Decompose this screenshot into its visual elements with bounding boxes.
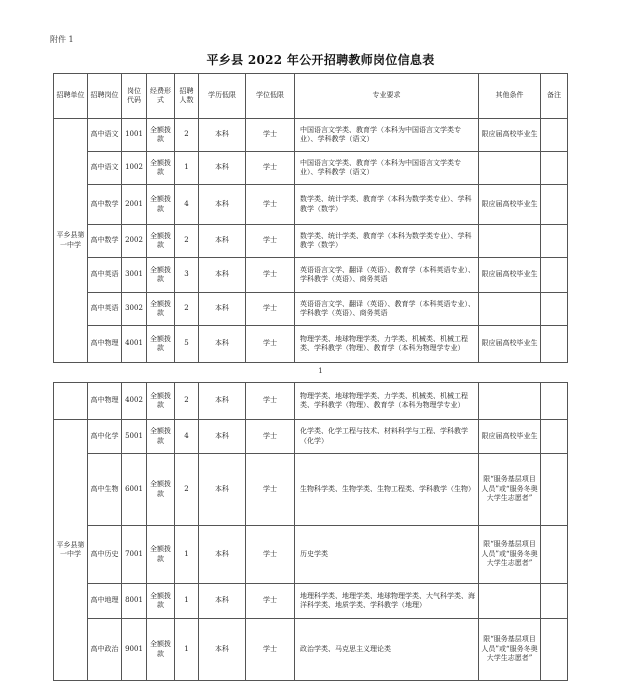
table-row xyxy=(54,326,568,363)
table-row xyxy=(54,258,568,293)
cell-code: 5001 xyxy=(122,420,147,454)
cell-count: 3 xyxy=(175,258,199,293)
cell-edu: 本科 xyxy=(199,152,246,185)
cell-code: 6001 xyxy=(122,454,147,526)
table-row xyxy=(54,119,568,152)
cell-other: 限应届高校毕业生 xyxy=(479,185,541,225)
cell-degree: 学士 xyxy=(246,185,295,225)
cell-count: 4 xyxy=(175,420,199,454)
cell-degree: 学士 xyxy=(246,119,295,152)
header-major: 专业要求 xyxy=(295,74,479,119)
cell-other xyxy=(479,584,541,619)
header-funding: 经费形式 xyxy=(147,74,175,119)
cell-code: 1001 xyxy=(122,119,147,152)
page-number: 1 xyxy=(318,367,323,375)
cell-major: 中国语言文学类、教育学（本科为中国语言文学类专业）、学科教学（语文） xyxy=(295,152,479,185)
cell-remark xyxy=(541,584,568,619)
recruitment-table-page-1 xyxy=(53,73,568,363)
cell-degree: 学士 xyxy=(246,326,295,363)
cell-post: 高中地理 xyxy=(88,584,122,619)
cell-other xyxy=(479,152,541,185)
header-other: 其他条件 xyxy=(479,74,541,119)
cell-edu: 本科 xyxy=(199,420,246,454)
header-dept: 招聘单位 xyxy=(54,74,88,119)
header-code: 岗位代码 xyxy=(122,74,147,119)
cell-code: 3002 xyxy=(122,293,147,326)
cell-major: 英语语言文学、翻译（英语）、教育学（本科英语专业）、学科教学（英语）、商务英语 xyxy=(295,258,479,293)
cell-post: 高中数学 xyxy=(88,185,122,225)
cell-remark xyxy=(541,454,568,526)
cell-count: 4 xyxy=(175,185,199,225)
cell-code: 8001 xyxy=(122,584,147,619)
recruitment-table-page-2 xyxy=(53,382,568,681)
cell-major: 数学类、统计学类、教育学（本科为数学类专业）、学科教学（数学） xyxy=(295,225,479,258)
cell-major: 化学类、化学工程与技术、材料科学与工程、学科教学（化学） xyxy=(295,420,479,454)
cell-other: 限应届高校毕业生 xyxy=(479,326,541,363)
cell-dept: 平乡县第一中学 xyxy=(54,420,88,681)
cell-remark xyxy=(541,619,568,681)
cell-funding: 全额拨款 xyxy=(147,584,175,619)
cell-count: 2 xyxy=(175,293,199,326)
cell-degree: 学士 xyxy=(246,258,295,293)
cell-funding: 全额拨款 xyxy=(147,258,175,293)
cell-other xyxy=(479,225,541,258)
cell-major: 英语语言文学、翻译（英语）、教育学（本科英语专业）、学科教学（英语）、商务英语 xyxy=(295,293,479,326)
cell-funding: 全额拨款 xyxy=(147,119,175,152)
cell-remark xyxy=(541,383,568,420)
cell-degree: 学士 xyxy=(246,526,295,584)
cell-code: 3001 xyxy=(122,258,147,293)
cell-edu: 本科 xyxy=(199,258,246,293)
cell-funding: 全额拨款 xyxy=(147,293,175,326)
cell-other: 限“服务基层项目人员”或“服务冬奥大学生志愿者” xyxy=(479,454,541,526)
cell-post: 高中政治 xyxy=(88,619,122,681)
cell-major: 物理学类、地球物理学类、力学类、机械类、机械工程类、学科教学（物理）、教育学（本科为物理学专业） xyxy=(295,326,479,363)
document-title: 平乡县 2022 年公开招聘教师岗位信息表 xyxy=(206,53,435,67)
cell-other: 限应届高校毕业生 xyxy=(479,119,541,152)
cell-remark xyxy=(541,152,568,185)
table-row xyxy=(54,619,568,681)
cell-post: 高中历史 xyxy=(88,526,122,584)
cell-remark xyxy=(541,225,568,258)
cell-funding: 全额拨款 xyxy=(147,420,175,454)
cell-remark xyxy=(541,293,568,326)
cell-degree: 学士 xyxy=(246,619,295,681)
cell-count: 2 xyxy=(175,119,199,152)
header-degree: 学位低限 xyxy=(246,74,295,119)
cell-count: 1 xyxy=(175,619,199,681)
cell-degree: 学士 xyxy=(246,383,295,420)
cell-funding: 全额拨款 xyxy=(147,152,175,185)
cell-edu: 本科 xyxy=(199,584,246,619)
cell-other: 限“服务基层项目人员”或“服务冬奥大学生志愿者” xyxy=(479,526,541,584)
cell-remark xyxy=(541,326,568,363)
cell-post: 高中生物 xyxy=(88,454,122,526)
cell-remark xyxy=(541,185,568,225)
table-row xyxy=(54,293,568,326)
cell-code: 2001 xyxy=(122,185,147,225)
cell-funding: 全额拨款 xyxy=(147,526,175,584)
header-post: 招聘岗位 xyxy=(88,74,122,119)
table-row xyxy=(54,225,568,258)
cell-funding: 全额拨款 xyxy=(147,185,175,225)
cell-code: 4002 xyxy=(122,383,147,420)
cell-major: 地理科学类、地理学类、地球物理学类、大气科学类、海洋科学类、地质学类、学科教学（地理） xyxy=(295,584,479,619)
cell-edu: 本科 xyxy=(199,225,246,258)
cell-degree: 学士 xyxy=(246,225,295,258)
cell-count: 1 xyxy=(175,526,199,584)
cell-degree: 学士 xyxy=(246,420,295,454)
cell-degree: 学士 xyxy=(246,584,295,619)
cell-other xyxy=(479,293,541,326)
attachment-label: 附件 1 xyxy=(50,35,74,44)
cell-code: 1002 xyxy=(122,152,147,185)
cell-post: 高中物理 xyxy=(88,383,122,420)
cell-major: 历史学类 xyxy=(295,526,479,584)
cell-other: 限“服务基层项目人员”或“服务冬奥大学生志愿者” xyxy=(479,619,541,681)
cell-major: 数学类、统计学类、教育学（本科为数学类专业）、学科教学（数学） xyxy=(295,185,479,225)
cell-funding: 全额拨款 xyxy=(147,454,175,526)
cell-code: 7001 xyxy=(122,526,147,584)
table-row xyxy=(54,526,568,584)
table-header-row xyxy=(54,74,568,119)
cell-edu: 本科 xyxy=(199,526,246,584)
table-row xyxy=(54,383,568,420)
cell-remark xyxy=(541,420,568,454)
header-edu: 学历低限 xyxy=(199,74,246,119)
cell-remark xyxy=(541,119,568,152)
header-remark: 备注 xyxy=(541,74,568,119)
cell-degree: 学士 xyxy=(246,293,295,326)
cell-count: 2 xyxy=(175,225,199,258)
cell-edu: 本科 xyxy=(199,293,246,326)
cell-major: 中国语言文学类、教育学（本科为中国语言文学类专业）、学科教学（语文） xyxy=(295,119,479,152)
cell-remark xyxy=(541,526,568,584)
cell-edu: 本科 xyxy=(199,454,246,526)
table-body-page-1 xyxy=(54,119,568,363)
cell-post: 高中英语 xyxy=(88,258,122,293)
cell-count: 1 xyxy=(175,584,199,619)
cell-edu: 本科 xyxy=(199,185,246,225)
cell-count: 1 xyxy=(175,152,199,185)
cell-degree: 学士 xyxy=(246,152,295,185)
cell-major: 物理学类、地球物理学类、力学类、机械类、机械工程类、学科教学（物理）、教育学（本科为物理学专业） xyxy=(295,383,479,420)
cell-funding: 全额拨款 xyxy=(147,383,175,420)
cell-major: 政治学类、马克思主义理论类 xyxy=(295,619,479,681)
cell-other: 限应届高校毕业生 xyxy=(479,420,541,454)
cell-count: 2 xyxy=(175,454,199,526)
cell-funding: 全额拨款 xyxy=(147,326,175,363)
cell-edu: 本科 xyxy=(199,383,246,420)
cell-other xyxy=(479,383,541,420)
cell-edu: 本科 xyxy=(199,619,246,681)
table-row xyxy=(54,584,568,619)
cell-post: 高中数学 xyxy=(88,225,122,258)
cell-dept: 平乡县第一中学 xyxy=(54,119,88,363)
table-body-page-2 xyxy=(54,383,568,681)
cell-edu: 本科 xyxy=(199,326,246,363)
table-row xyxy=(54,185,568,225)
cell-edu: 本科 xyxy=(199,119,246,152)
cell-code: 2002 xyxy=(122,225,147,258)
cell-code: 9001 xyxy=(122,619,147,681)
table-row xyxy=(54,454,568,526)
cell-funding: 全额拨款 xyxy=(147,225,175,258)
table-row xyxy=(54,420,568,454)
cell-post: 高中物理 xyxy=(88,326,122,363)
table-row xyxy=(54,152,568,185)
cell-count: 2 xyxy=(175,383,199,420)
cell-post: 高中化学 xyxy=(88,420,122,454)
cell-count: 5 xyxy=(175,326,199,363)
cell-degree: 学士 xyxy=(246,454,295,526)
cell-major: 生物科学类、生物学类、生物工程类、学科教学（生物） xyxy=(295,454,479,526)
cell-remark xyxy=(541,258,568,293)
cell-post: 高中英语 xyxy=(88,293,122,326)
header-count: 招聘人数 xyxy=(175,74,199,119)
cell-other: 限应届高校毕业生 xyxy=(479,258,541,293)
cell-post: 高中语文 xyxy=(88,119,122,152)
cell-code: 4001 xyxy=(122,326,147,363)
cell-funding: 全额拨款 xyxy=(147,619,175,681)
cell-dept xyxy=(54,383,88,420)
cell-post: 高中语文 xyxy=(88,152,122,185)
